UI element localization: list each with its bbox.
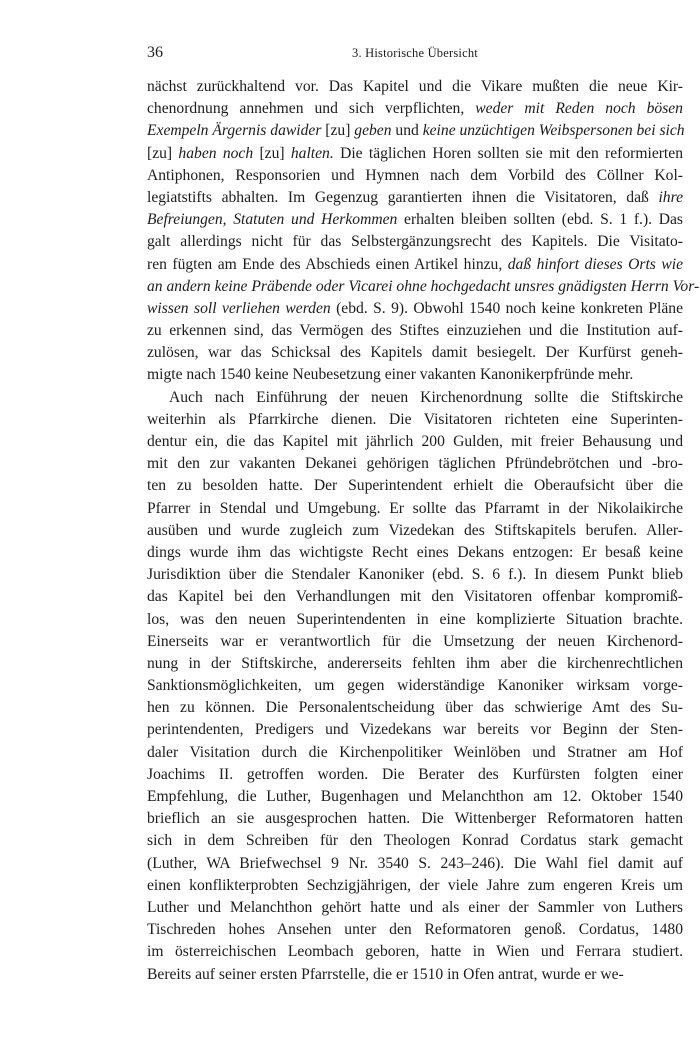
text-line	[147, 697, 683, 719]
italic-quote: ihre	[658, 188, 683, 206]
text-line	[147, 964, 683, 986]
text-run: dings wurde ihm das wichtigste Recht eines Dekans entzogen: Er besaß keine	[147, 543, 683, 561]
text-run: (Luther, WA Briefwechsel 9 Nr. 3540 S. 243–246). Die Wahl fiel damit auf	[147, 854, 683, 872]
text-run: Auch nach Einführung der neuen Kirchenordnung sollte die Stiftskirche	[169, 388, 683, 406]
text-line	[147, 609, 683, 631]
text-line	[147, 631, 683, 653]
text-run: hen zu können. Die Personalentscheidung über das schwierige Amt des Su-	[147, 699, 683, 717]
text-run: ten zu besolden hatte. Der Superintendent erhielt die Oberaufsicht über die	[147, 477, 683, 495]
text-run: Die täglichen Horen sollten sie mit den reformierten	[333, 144, 683, 162]
text-line	[147, 742, 683, 764]
text-line	[147, 897, 683, 919]
italic-quote: keine unzüchtigen Weibspersonen bei sich	[422, 122, 685, 140]
text-run: daler Visitation durch die Kirchenpolitiker Weinlöben und Stratner am Hof	[147, 743, 683, 761]
text-run: sich in dem Schreiben für den Theologen Konrad Cordatus stark gemacht	[147, 832, 683, 850]
text-run: Sanktionsmöglichkeiten, um gegen widerständige Kanoniker wirksam vorge-	[147, 677, 683, 695]
text-run: im österreichischen Leombach geboren, hatte in Wien und Ferrara studiert.	[147, 943, 683, 961]
text-line	[147, 786, 683, 808]
text-line	[147, 431, 683, 453]
text-run: Bereits auf seiner ersten Pfarrstelle, die er 1510 in Ofen antrat, wurde er we-	[147, 965, 624, 983]
text-line	[147, 254, 683, 276]
text-line	[147, 875, 683, 897]
text-line	[147, 165, 683, 187]
text-line	[147, 764, 683, 786]
text-line	[147, 231, 683, 253]
text-run: brieflich an sie ausgesprochen hatten. Die Wittenberger Reformatoren hatten	[147, 810, 683, 828]
italic-quote: wissen soll verliehen werden	[147, 299, 331, 317]
text-line	[147, 653, 683, 675]
text-run: migte nach 1540 keine Neubesetzung einer vakanten Kanonikerpfründe mehr.	[147, 366, 634, 384]
text-run: dentur ein, die das Kapitel mit jährlich 200 Gulden, mit freier Behausung und	[147, 433, 683, 450]
text-line	[147, 98, 683, 120]
text-run: legiatstifts abhalten. Im Gegenzug garantierten ihnen die Visitatoren, daß	[147, 188, 659, 206]
text-line	[147, 320, 683, 342]
text-run: erhalten bleiben sollten (ebd. S. 1 f.). Das	[397, 211, 683, 229]
text-line	[147, 120, 683, 142]
text-run: Pfarrer in Stendal und Umgebung. Er sollte das Pfarramt in der Nikolaikirche	[147, 499, 683, 517]
text-run: [zu]	[147, 144, 179, 162]
text-run: Jurisdiktion über die Stendaler Kanoniker (ebd. S. 6 f.). In diesem Punkt blieb	[147, 566, 683, 584]
text-line	[147, 364, 683, 386]
text-run: Antiphonen, Responsorien und Hymnen nach dem Vorbild des Cöllner Kol-	[147, 166, 683, 184]
text-run: zulösen, war das Schicksal des Kapitels damit besiegelt. Der Kurfürst geneh-	[147, 344, 683, 362]
text-line	[147, 941, 683, 963]
text-run: ausüben und wurde zugleich zum Vizedekan des Stiftskapitels berufen. Aller-	[147, 521, 683, 539]
text-run: das Kapitel bei den Verhandlungen mit den Visitatoren offenbar kompromiß-	[147, 588, 683, 606]
text-line	[147, 187, 683, 209]
text-line	[147, 520, 683, 542]
text-line	[147, 209, 683, 231]
text-line	[147, 830, 683, 852]
text-run: [zu]	[253, 144, 291, 162]
body-text	[147, 76, 700, 986]
text-line	[147, 409, 683, 431]
text-run: Joachims II. getroffen worden. Die Berater des Kurfürsten folgten einer	[147, 765, 683, 783]
text-run: (ebd. S. 9). Obwohl 1540 noch keine konkreten Pläne	[330, 299, 683, 317]
text-run: chenordnung annehmen und sich verpflichten,	[147, 100, 476, 118]
text-line	[147, 719, 683, 741]
italic-quote: Befreiungen, Statuten und Herkommen	[147, 211, 398, 229]
italic-quote: an andern keine Präbende oder Vicarei ohne hochgedacht unsres gnädigsten Herrn Vor-	[147, 277, 700, 295]
text-line	[147, 475, 683, 497]
italic-quote: halten.	[290, 144, 334, 162]
text-run: ren fügten am Ende des Abschieds einen Artikel hinzu,	[147, 255, 508, 273]
text-run: [zu]	[321, 122, 355, 140]
italic-quote: geben	[354, 122, 392, 140]
text-run: und	[391, 122, 423, 140]
italic-quote: weder mit Reden noch bösen	[475, 100, 683, 118]
text-run: Empfehlung, die Luther, Bugenhagen und Melanchthon am 12. Oktober 1540	[147, 788, 683, 805]
text-line	[147, 586, 683, 608]
text-line	[147, 276, 700, 298]
text-line	[147, 542, 683, 564]
text-line	[147, 919, 683, 941]
italic-quote: daß hinfort dieses Orts wie	[507, 255, 683, 273]
page-number: 36	[147, 44, 163, 61]
text-line	[147, 298, 683, 320]
text-line	[147, 498, 683, 520]
text-line	[147, 564, 683, 586]
text-run: nung in der Stiftskirche, andererseits fehlten ihm aber die kirchenrechtlichen	[147, 654, 683, 672]
text-run: mit den zur vakanten Dekanei gehörigen täglichen Pfründebrötchen und -bro-	[147, 455, 683, 473]
page-header	[147, 44, 683, 64]
text-line	[147, 453, 683, 475]
text-run: Einerseits war er verantwortlich für die Umsetzung der neuen Kirchenord-	[147, 632, 683, 650]
running-head: 3. Historische Übersicht	[352, 46, 478, 60]
italic-quote: haben noch	[178, 144, 254, 162]
text-run: perintendenten, Predigers und Vizedekans war bereits vor Beginn der Sten-	[147, 721, 683, 739]
text-run: los, was den neuen Superintendenten in eine komplizierte Situation brachte.	[147, 610, 683, 628]
text-run: weiterhin als Pfarrkirche dienen. Die Visitatoren richteten eine Superinten-	[147, 410, 683, 428]
italic-quote: Exempeln Ärgernis dawider	[147, 122, 322, 140]
text-line	[147, 342, 683, 364]
text-run: zu erkennen sind, das Vermögen des Stiftes einzuziehen und die Institution auf-	[147, 322, 683, 340]
text-line	[147, 853, 683, 875]
text-run: einen konflikterprobten Sechzigjährigen, der viele Jahre zum engeren Kreis um	[147, 876, 683, 894]
text-line	[147, 387, 683, 409]
text-run: galt allerdings nicht für das Selbstergänzungsrecht des Kapitels. Die Visitato-	[147, 233, 683, 251]
text-run: Luther und Melanchthon gehört hatte und als einer der Sammler von Luthers	[147, 898, 683, 916]
text-line	[147, 143, 683, 165]
text-line	[147, 808, 683, 830]
text-line	[147, 675, 683, 697]
text-run: nächst zurückhaltend vor. Das Kapitel und die Vikare mußten die neue Kir-	[147, 78, 683, 95]
text-run: Tischreden hohes Ansehen unter den Reformatoren genoß. Cordatus, 1480	[147, 921, 683, 939]
text-line	[147, 76, 683, 98]
